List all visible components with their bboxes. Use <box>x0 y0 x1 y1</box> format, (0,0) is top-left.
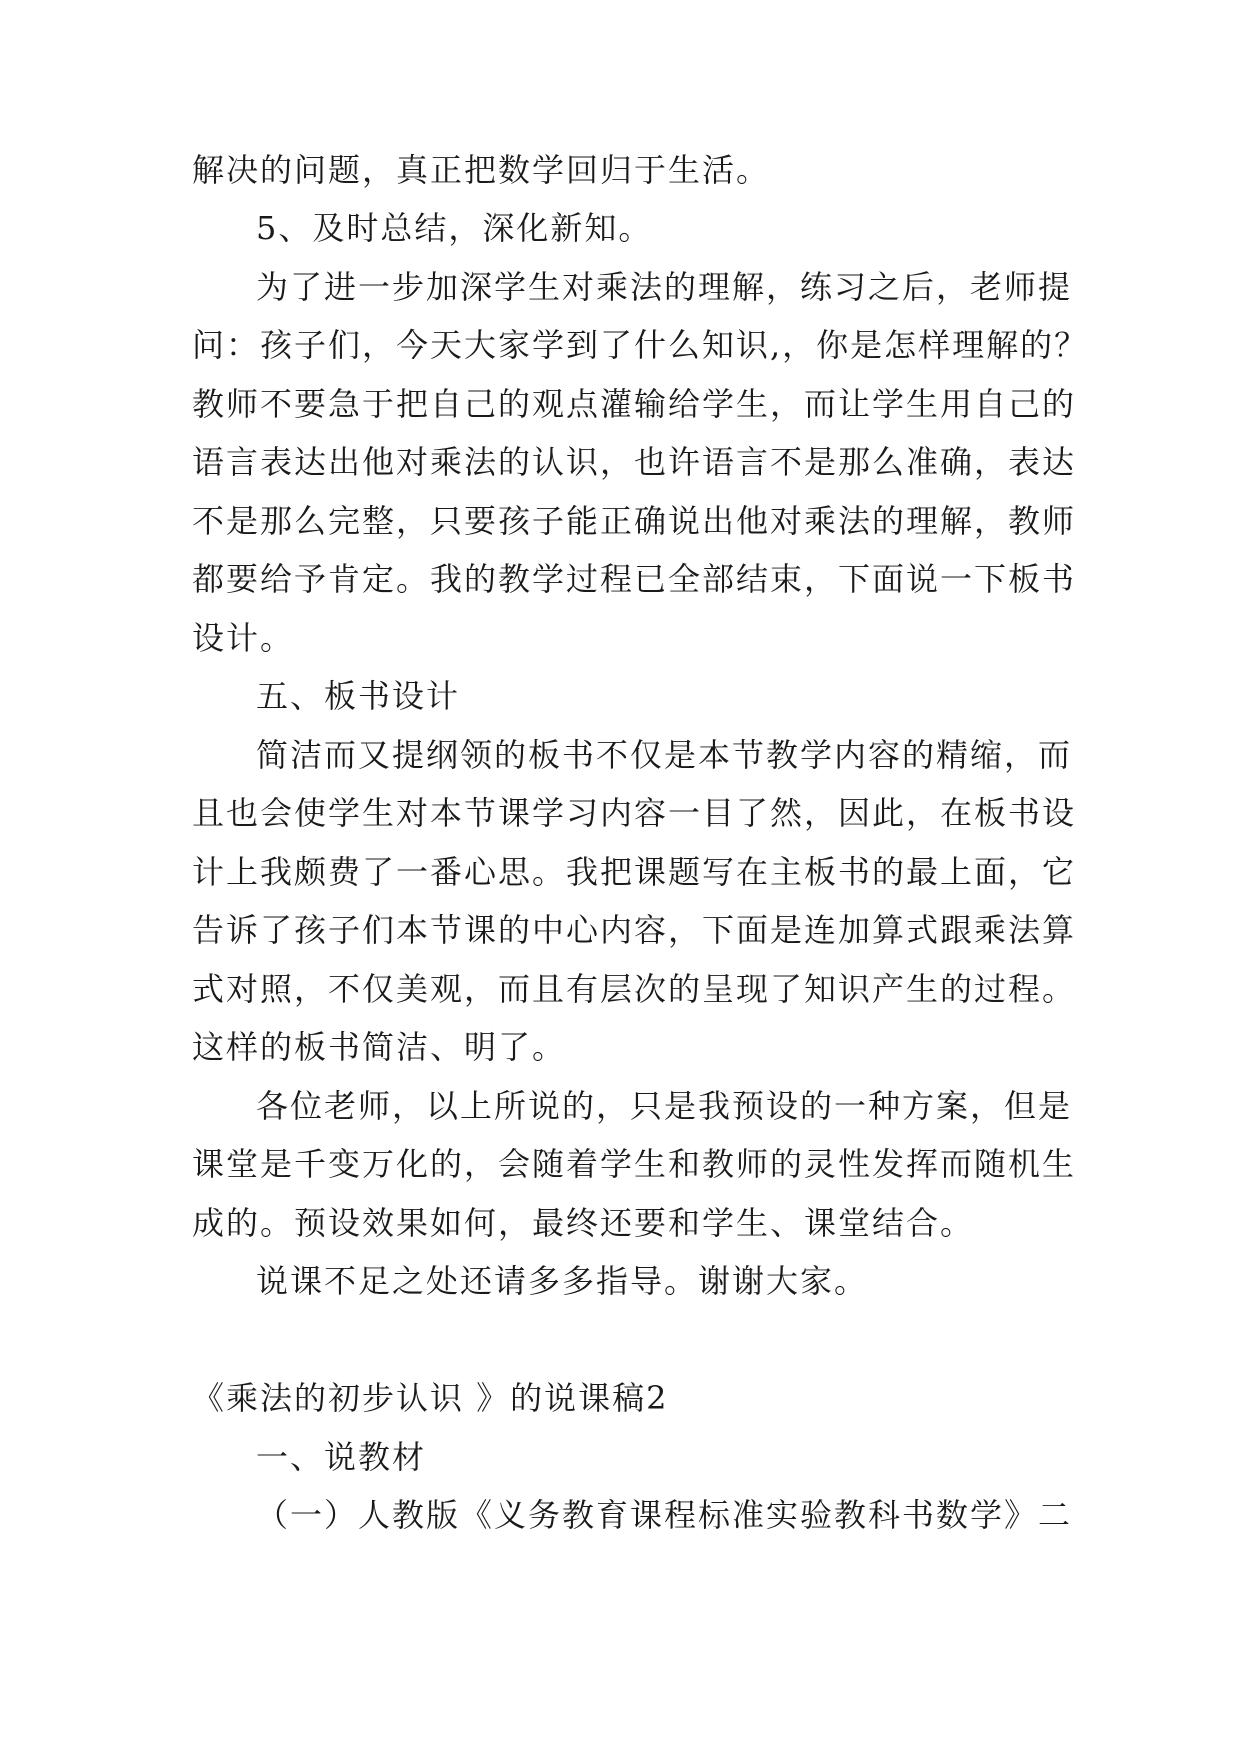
paragraph-line: 为了进一步加深学生对乘法的理解，练习之后，老师提 <box>256 268 1073 306</box>
document-title: 《乘法的初步认识 》的说课稿2 <box>192 1379 669 1417</box>
paragraph-line: 这样的板书简洁、明了。 <box>192 1028 567 1066</box>
paragraph-line: 都要给予肯定。我的教学过程已全部结束，下面说一下板书 <box>192 560 1077 598</box>
section-heading: 一、说教材 <box>256 1438 427 1476</box>
paragraph-line: 计上我颇费了一番心思。我把课题写在主板书的最上面，它 <box>192 853 1077 891</box>
paragraph-line: 各位老师，以上所说的，只是我预设的一种方案，但是 <box>256 1087 1073 1125</box>
paragraph-line: 式对照，不仅美观，而且有层次的呈现了知识产生的过程。 <box>192 970 1077 1008</box>
section-heading: 五、板书设计 <box>256 677 461 715</box>
paragraph-line: 简洁而又提纲领的板书不仅是本节教学内容的精缩，而 <box>256 736 1073 774</box>
paragraph-line: 语言表达出他对乘法的认识，也许语言不是那么准确，表达 <box>192 443 1077 481</box>
paragraph-line: （一）人教版《义务教育课程标准实验教科书数学》二 <box>256 1496 1073 1534</box>
paragraph-line: 解决的问题，真正把数学回归于生活。 <box>192 151 771 189</box>
paragraph-line: 不是那么完整，只要孩子能正确说出他对乘法的理解，教师 <box>192 502 1077 540</box>
section-item-heading: 5、及时总结，深化新知。 <box>256 209 653 247</box>
paragraph-line: 课堂是千变万化的，会随着学生和教师的灵性发挥而随机生 <box>192 1145 1077 1183</box>
paragraph-line: 告诉了孩子们本节课的中心内容，下面是连加算式跟乘法算 <box>192 911 1077 949</box>
paragraph-line: 且也会使学生对本节课学习内容一目了然，因此，在板书设 <box>192 794 1077 832</box>
paragraph-line: 说课不足之处还请多多指导。谢谢大家。 <box>256 1262 869 1300</box>
paragraph-line: 教师不要急于把自己的观点灌输给学生，而让学生用自己的 <box>192 385 1077 423</box>
paragraph-line: 设计。 <box>192 619 295 657</box>
paragraph-line: 问：孩子们，今天大家学到了什么知识,，你是怎样理解的？ <box>192 326 1089 364</box>
paragraph-line: 成的。预设效果如何，最终还要和学生、课堂结合。 <box>192 1204 975 1242</box>
